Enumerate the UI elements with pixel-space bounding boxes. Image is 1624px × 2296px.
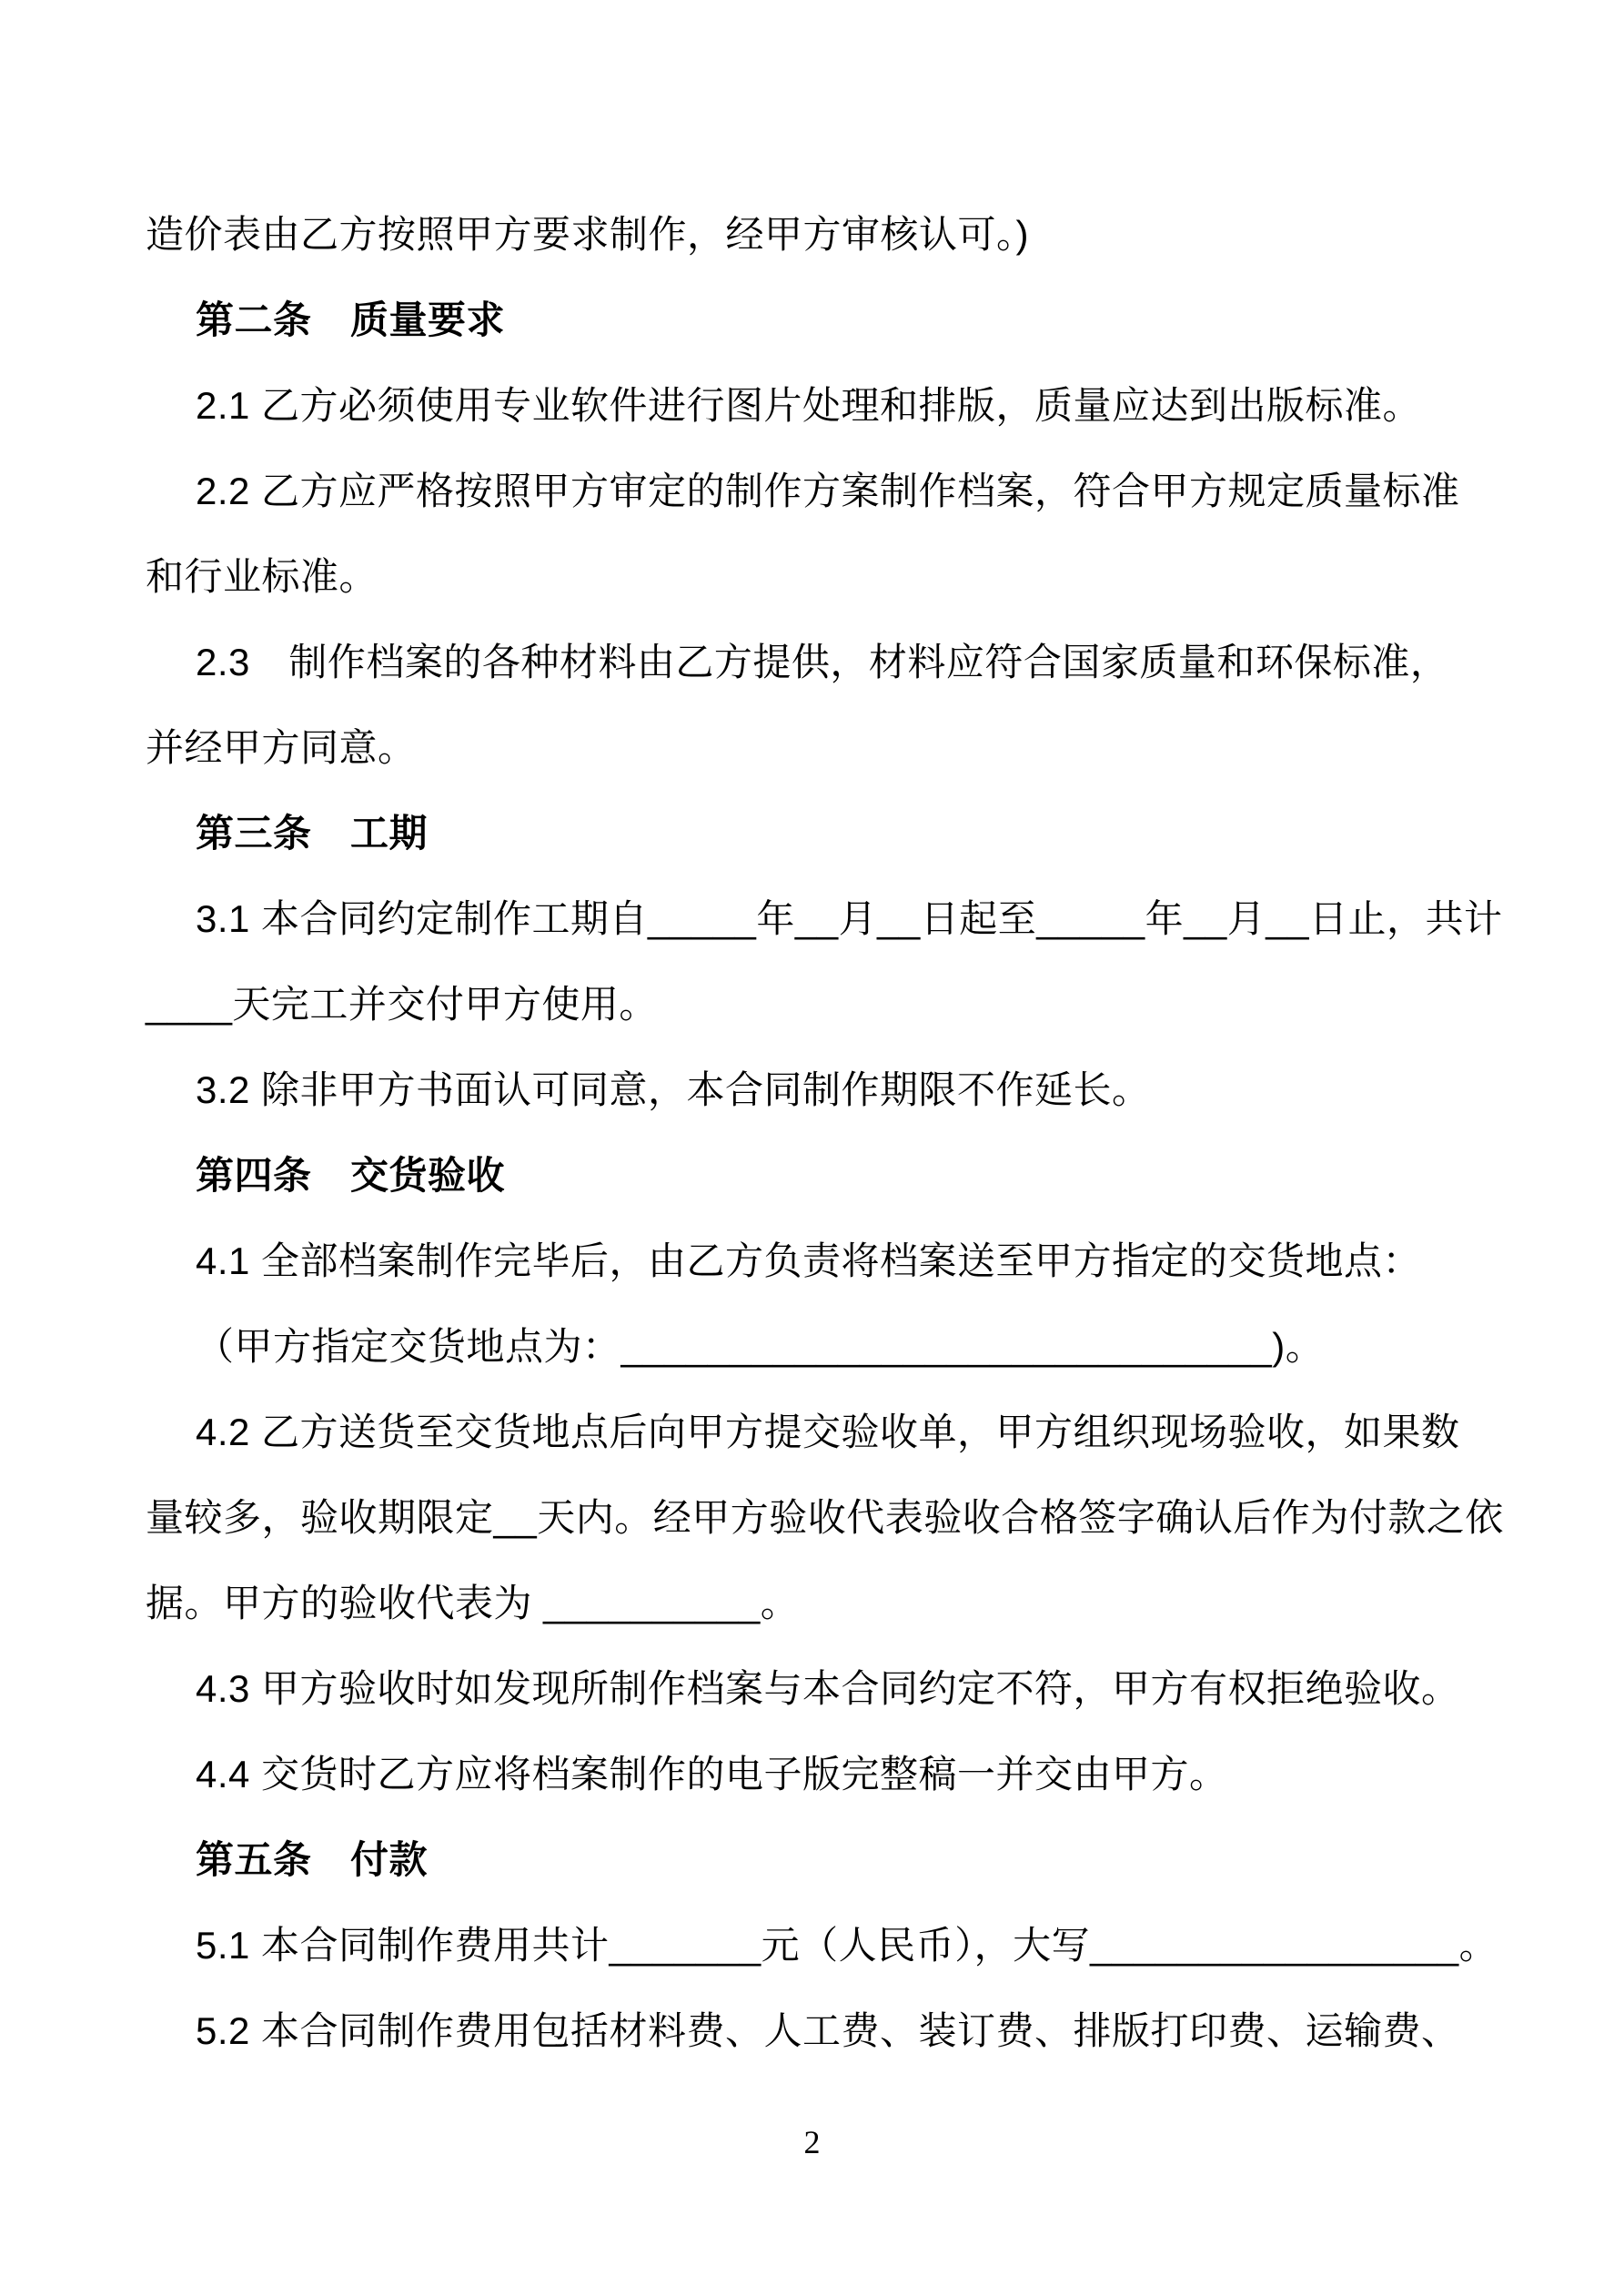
page-number: 2 <box>803 2124 821 2160</box>
clause-2-1: 2.1 乙方必须使用专业软件进行图片处理和排版，质量应达到出版标准。 <box>196 384 1422 427</box>
clause-1-continuation: 造价表由乙方按照甲方要求制作，经甲方审核认可。) <box>146 213 1029 256</box>
clause-4-2-line-2: 量较多，验收期限定__天内。经甲方验收代表验收合格签字确认后作为付款之依 <box>146 1496 1504 1539</box>
clause-4-2-line-3: 据。甲方的验收代表为 __________。 <box>146 1582 800 1624</box>
contract-text-body <box>146 192 1504 2074</box>
clause-4-4: 4.4 交货时乙方应将档案制作的电子版完整稿一并交由甲方。 <box>196 1753 1228 1795</box>
article-2-heading: 第二条 质量要求 <box>196 298 506 341</box>
clause-4-3: 4.3 甲方验收时如发现所制作档案与本合同约定不符，甲方有权拒绝验收。 <box>196 1667 1460 1710</box>
clause-4-1-line-1: 4.1 全部档案制作完毕后，由乙方负责将档案送至甲方指定的交货地点： <box>196 1239 1422 1282</box>
article-5-heading: 第五条 付款 <box>196 1838 429 1881</box>
clause-5-1: 5.1 本合同制作费用共计_______元（人民币），大写_________________。 <box>196 1924 1498 1967</box>
clause-5-2-line-1: 5.2 本合同制作费用包括材料费、人工费、装订费、排版打印费、运输费、 <box>196 2009 1460 2052</box>
clause-2-2-line-1: 2.2 乙方应严格按照甲方审定的制作方案制作档案，符合甲方规定质量标准 <box>196 470 1460 512</box>
clause-3-2: 3.2 除非甲方书面认可同意，本合同制作期限不作延长。 <box>196 1068 1151 1111</box>
article-3-heading: 第三条 工期 <box>196 812 429 855</box>
clause-3-1-line-2: ____天完工并交付甲方使用。 <box>146 983 658 1026</box>
clause-2-2-line-2: 和行业标准。 <box>146 555 378 598</box>
clause-2-3-line-1: 2.3 制作档案的各种材料由乙方提供，材料应符合国家质量和环保标准， <box>196 641 1449 683</box>
clause-4-1-line-2: （甲方指定交货地点为：______________________________)。 <box>196 1325 1325 1368</box>
article-4-heading: 第四条 交货验收 <box>196 1154 506 1197</box>
clause-3-1-line-1: 3.1 本合同约定制作工期自_____年__月__日起至_____年__月__日止，共计 <box>196 897 1503 940</box>
clause-4-2-line-1: 4.2 乙方送货至交货地点后向甲方提交验收单，甲方组织现场验收，如果数 <box>196 1411 1460 1453</box>
clause-2-3-line-2: 并经甲方同意。 <box>146 726 417 769</box>
